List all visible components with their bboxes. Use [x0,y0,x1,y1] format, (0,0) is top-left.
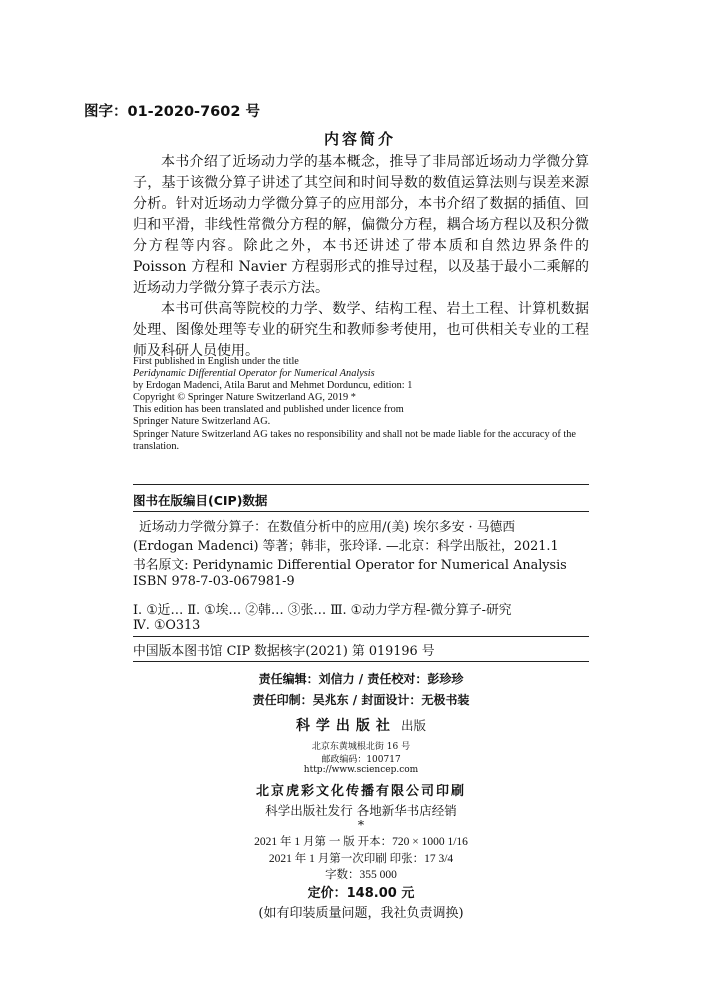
cip-record-number: 中国版本图书馆 CIP 数据核字(2021) 第 019196 号 [133,644,435,659]
eng-disclaimer: Springer Nature Switzerland AG takes no responsibility and shall not be made liable for the accuracy of the translation. [133,428,576,452]
intro-paragraph-1: 本书介绍了近场动力学的基本概念，推导了非局部近场动力学微分算子，基于该微分算子讲述了其空间和时间导数的数值运算法则与误差来源分析。针对近场动力学微分算子的应用部分，本书介绍了数据的插值、回归和平滑，非线性常微分方程的解，偏微分方程，耦合场方程以及积分微分方程等内容。除此之外，本书还讲述了带本质和自然边界条件的 Poisson 方程和 Navier 方程弱形式的推导过程，以及基于最小二乘解的近场动力学微分算子表示方法。 [133,154,589,296]
cip-divider-top [133,511,589,512]
publisher-line [133,715,589,735]
asterisk-separator: * [357,817,365,832]
cip-original-title: 书名原文: Peridynamic Differential Operator for Numerical Analysis [133,558,567,573]
publisher-address: 北京东黄城根北街 16 号 [311,742,411,752]
eng-licence: This edition has been translated and published under licence from [133,404,404,416]
publisher-name: 科学出版社 [295,718,396,734]
cip-author-line: (Erdogan Madenci) 等著；韩非，张玲译. —北京：科学出版社，2021.1 [133,539,559,554]
cip-isbn: ISBN 978-7-03-067981-9 [133,574,295,589]
publisher-postcode: 邮政编码：100717 [321,755,401,765]
eng-licensor: Springer Nature Switzerland AG. [133,416,271,428]
eng-authors: by Erdogan Madenci, Atila Barut and Mehmet Dorduncu, edition: 1 [133,380,413,392]
cip-title-line: 近场动力学微分算子：在数值分析中的应用/(美) 埃尔多安 · 马德西 [139,520,516,535]
publisher-website: http://www.sciencep.com [303,765,419,775]
distribution-line: 科学出版社发行 各地新华书店经销 [265,803,457,818]
cip-divider-bottom [133,636,589,637]
cip-classification: Ⅰ. ①近… Ⅱ. ①埃… ②韩… ③张… Ⅲ. ①动力学方程-微分算子-研究 [133,603,512,618]
eng-original-title: Peridynamic Differential Operator for Numerical Analysis [133,368,375,380]
cip-heading: 图书在版编目(CIP)数据 [133,493,268,508]
eng-line-1: First published in English under the title [133,356,299,367]
printer-line: 北京虎彩文化传播有限公司印刷 [255,784,466,799]
publisher-suffix: 出版 [401,718,427,733]
editors-line-2: 责任印制：吴兆东 / 封面设计：无极书装 [252,693,470,707]
printing-line: 2021 年 1 月第一次印刷 印张：17 3/4 [268,853,454,865]
cip-data-block [133,484,589,662]
english-copyright-notice [133,356,589,453]
intro-paragraph-2: 本书可供高等院校的力学、数学、结构工程、岩土工程、计算机数据处理、图像处理等专业的研究生和教师参考使用，也可供相关专业的工程师及科研人员使用。 [133,301,589,359]
cip-classification-code: Ⅳ. ①O313 [133,618,201,633]
editors-line-1: 责任编辑：刘信力 / 责任校对：彭珍珍 [258,672,464,686]
eng-copyright: Copyright © Springer Nature Switzerland AG, 2019 * [133,392,356,404]
registration-number: 图字：01-2020-7602 号 [84,104,260,120]
edition-line: 2021 年 1 月第 一 版 开本：720 × 1000 1/16 [254,836,468,848]
quality-note: (如有印装质量问题，我社负责调换) [258,906,464,921]
section-title: 内容简介 [323,130,396,148]
word-count: 字数：355 000 [325,869,397,881]
intro-section [133,152,589,362]
price: 定价：148.00 元 [307,886,415,901]
